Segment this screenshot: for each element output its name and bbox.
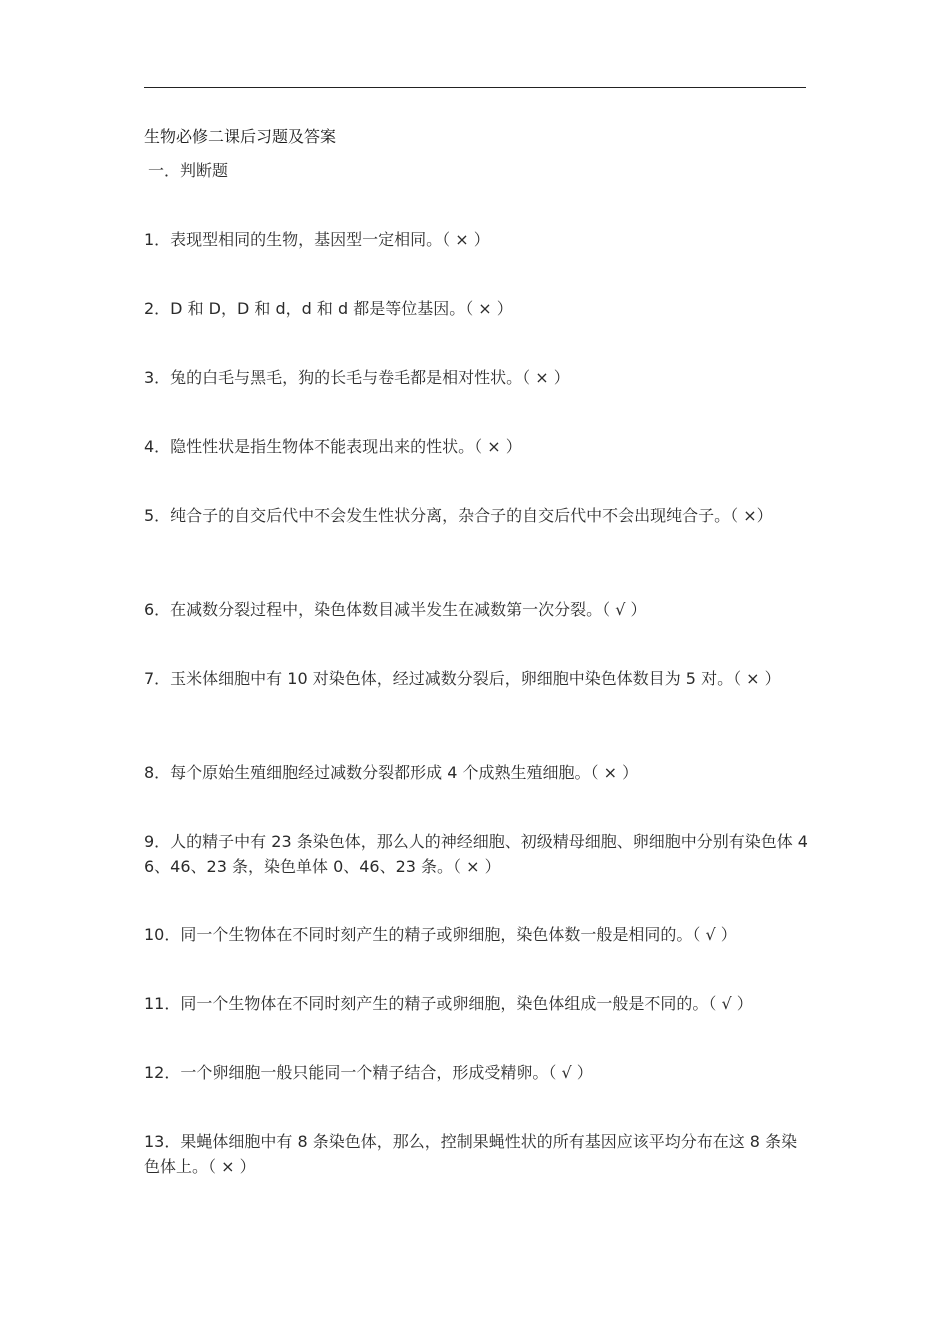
question-item: 10．同一个生物体在不同时刻产生的精子或卵细胞，染色体数一般是相同的。（ √ ） [144, 925, 737, 944]
question-item: 12．一个卵细胞一般只能同一个精子结合，形成受精卵。（ √ ） [144, 1063, 593, 1082]
question-item: 3．兔的白毛与黑毛，狗的长毛与卷毛都是相对性状。（ × ） [144, 368, 570, 387]
section-heading: 一．判断题 [148, 161, 229, 180]
header-rule [144, 87, 806, 88]
question-item: 13．果蝇体细胞中有 8 条染色体，那么，控制果蝇性状的所有基因应该平均分布在这 8 条染色体上。（ × ） [144, 1132, 798, 1176]
question-item: 5．纯合子的自交后代中不会发生性状分离，杂合子的自交后代中不会出现纯合子。（ ×） [144, 506, 773, 525]
question-item: 1．表现型相同的生物，基因型一定相同。（ × ） [144, 230, 490, 249]
question-item: 6．在减数分裂过程中，染色体数目减半发生在减数第一次分裂。（ √ ） [144, 600, 647, 619]
question-item: 2．D 和 D，D 和 d，d 和 d 都是等位基因。（ × ） [144, 299, 513, 318]
document-title: 生物必修二课后习题及答案 [144, 127, 337, 146]
question-item: 4．隐性性状是指生物体不能表现出来的性状。（ × ） [144, 437, 522, 456]
question-item: 11．同一个生物体在不同时刻产生的精子或卵细胞，染色体组成一般是不同的。（ √ ） [144, 994, 753, 1013]
question-item: 7．玉米体细胞中有 10 对染色体，经过减数分裂后，卵细胞中染色体数目为 5 对。（ × ） [144, 669, 781, 688]
question-item: 8．每个原始生殖细胞经过减数分裂都形成 4 个成熟生殖细胞。（ × ） [144, 763, 639, 782]
question-item: 9．人的精子中有 23 条染色体，那么人的神经细胞、初级精母细胞、卵细胞中分别有染色体 46、46、23 条，染色单体 0、46、23 条。（ × ） [144, 832, 808, 876]
